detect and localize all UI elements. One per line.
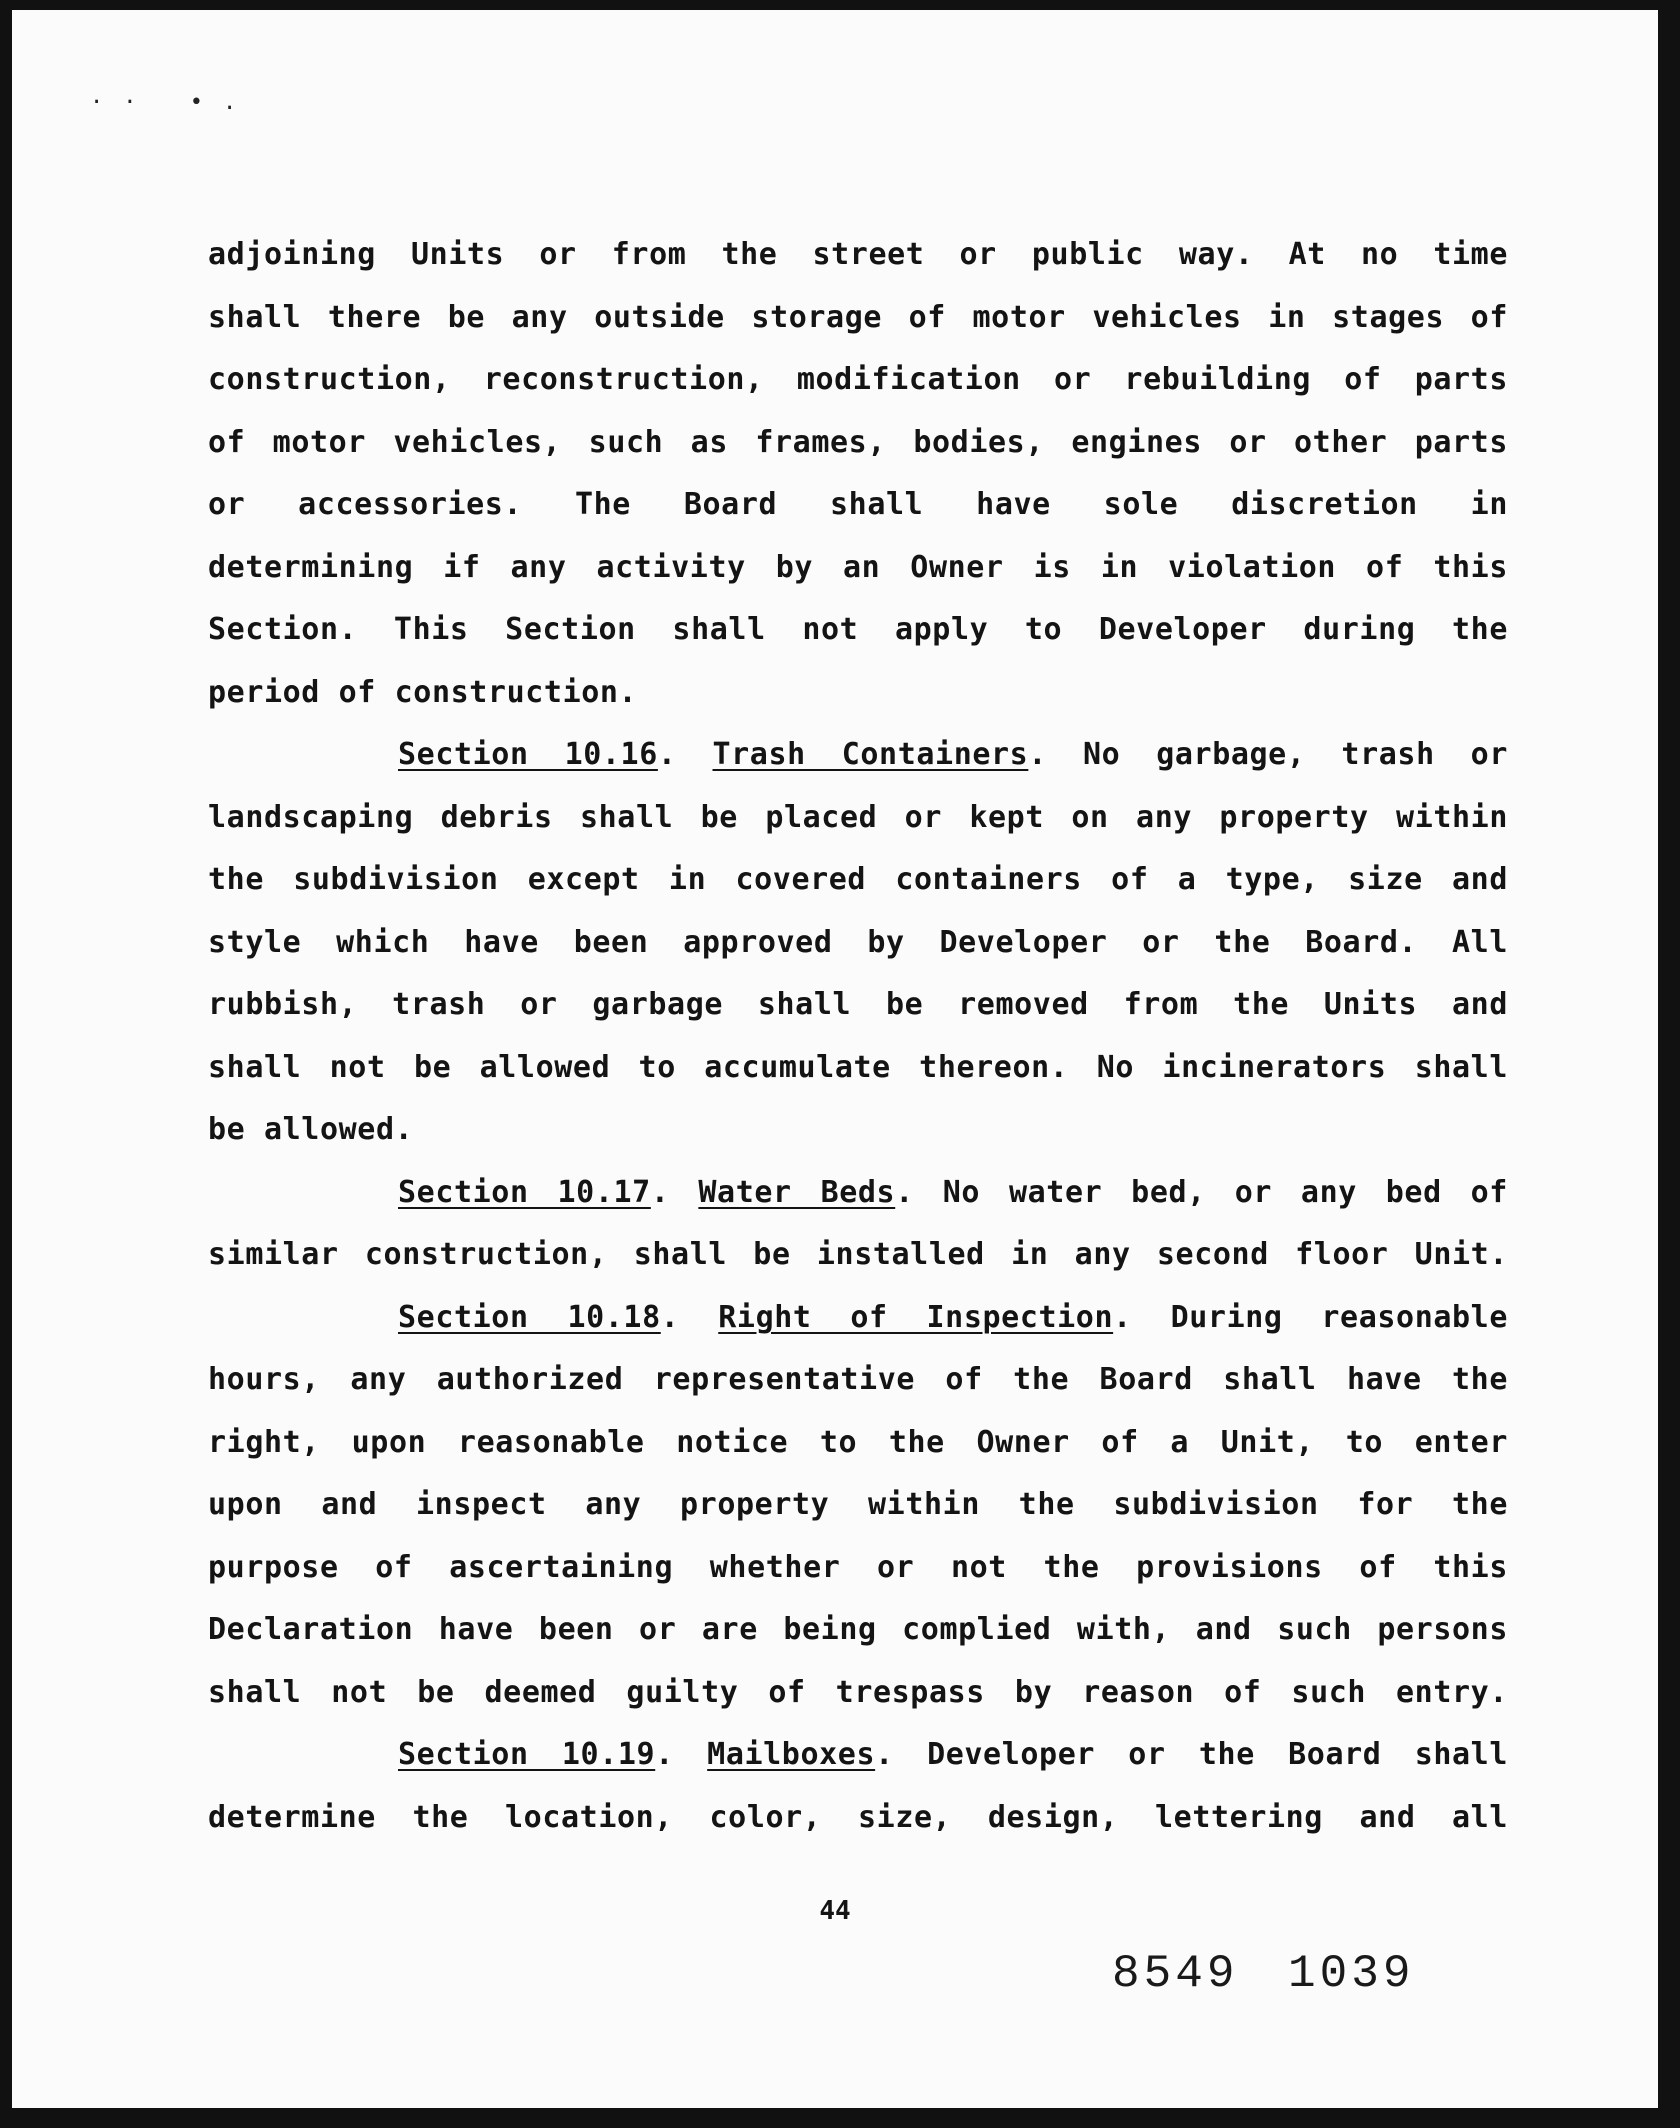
scan-border-right bbox=[1658, 0, 1680, 2128]
text-line: adjoining Units or from the street or public way. At no time bbox=[208, 237, 1508, 272]
document-page bbox=[12, 10, 1658, 2108]
text-line: of motor vehicles, such as frames, bodies, engines or other parts bbox=[208, 424, 1508, 460]
section-title: Trash Containers bbox=[712, 737, 1029, 772]
section-number: Section 10.18 bbox=[398, 1299, 661, 1335]
scan-border-bottom bbox=[0, 2108, 1680, 2128]
text-line: construction, reconstruction, modification or rebuilding of parts bbox=[208, 362, 1508, 397]
text-line: right, upon reasonable notice to the Owner of a Unit, to enter bbox=[208, 1424, 1508, 1460]
text-line: similar construction, shall be installed in any second floor Unit. bbox=[208, 1237, 1508, 1272]
section-10-18-heading-line: Section 10.18. Right of Inspection. During reasonable bbox=[398, 1299, 1509, 1335]
section-number: Section 10.16 bbox=[398, 737, 658, 772]
text-line: determine the location, color, size, design, lettering and all bbox=[208, 1799, 1508, 1835]
scan-specks: ·· •. bbox=[90, 90, 257, 115]
text-line: shall not be allowed to accumulate thereon. No incinerators shall bbox=[208, 1049, 1508, 1085]
document-stamp-number: 8549 1039 bbox=[1112, 1948, 1415, 2000]
section-text: No garbage, trash or bbox=[1082, 737, 1509, 772]
text-line: period of construction. bbox=[208, 674, 638, 710]
page-number: 44 bbox=[819, 1896, 851, 1926]
section-number: Section 10.17 bbox=[398, 1174, 651, 1210]
scan-border-left bbox=[0, 0, 12, 2128]
section-text: Developer or the Board shall bbox=[927, 1737, 1509, 1772]
text-line: the subdivision except in covered containers of a type, size and bbox=[208, 862, 1508, 897]
text-line: landscaping debris shall be placed or kept on any property within bbox=[208, 799, 1508, 835]
section-10-16-heading-line: Section 10.16. Trash Containers. No garbage, trash or bbox=[398, 737, 1509, 772]
scan-border-top bbox=[0, 0, 1680, 10]
section-10-19-heading-line: Section 10.19. Mailboxes. Developer or the Board shall bbox=[398, 1737, 1509, 1772]
text-line: Declaration have been or are being complied with, and such persons bbox=[208, 1612, 1508, 1647]
text-line: or accessories. The Board shall have sole discretion in bbox=[208, 487, 1508, 522]
text-line: determining if any activity by an Owner is in violation of this bbox=[208, 549, 1508, 585]
text-line: shall there be any outside storage of motor vehicles in stages of bbox=[208, 299, 1508, 335]
text-line: Section. This Section shall not apply to Developer during the bbox=[208, 612, 1508, 647]
document-body bbox=[208, 224, 1508, 1849]
section-text: During reasonable bbox=[1170, 1299, 1509, 1335]
text-line: rubbish, trash or garbage shall be removed from the Units and bbox=[208, 987, 1508, 1022]
text-line: upon and inspect any property within the subdivision for the bbox=[208, 1487, 1508, 1522]
text-line: be allowed. bbox=[208, 1112, 414, 1147]
section-title: Water Beds bbox=[698, 1174, 896, 1210]
section-10-17-heading-line: Section 10.17. Water Beds. No water bed, or any bed of bbox=[398, 1174, 1508, 1210]
text-line: style which have been approved by Developer or the Board. All bbox=[208, 924, 1508, 960]
section-title: Mailboxes bbox=[707, 1737, 876, 1772]
section-title: Right of Inspection bbox=[718, 1299, 1114, 1335]
section-number: Section 10.19 bbox=[398, 1737, 656, 1772]
section-text: No water bed, or any bed of bbox=[942, 1174, 1508, 1210]
text-line: hours, any authorized representative of the Board shall have the bbox=[208, 1362, 1508, 1397]
text-line: purpose of ascertaining whether or not the provisions of this bbox=[208, 1549, 1508, 1585]
text-line: shall not be deemed guilty of trespass by reason of such entry. bbox=[208, 1674, 1508, 1710]
